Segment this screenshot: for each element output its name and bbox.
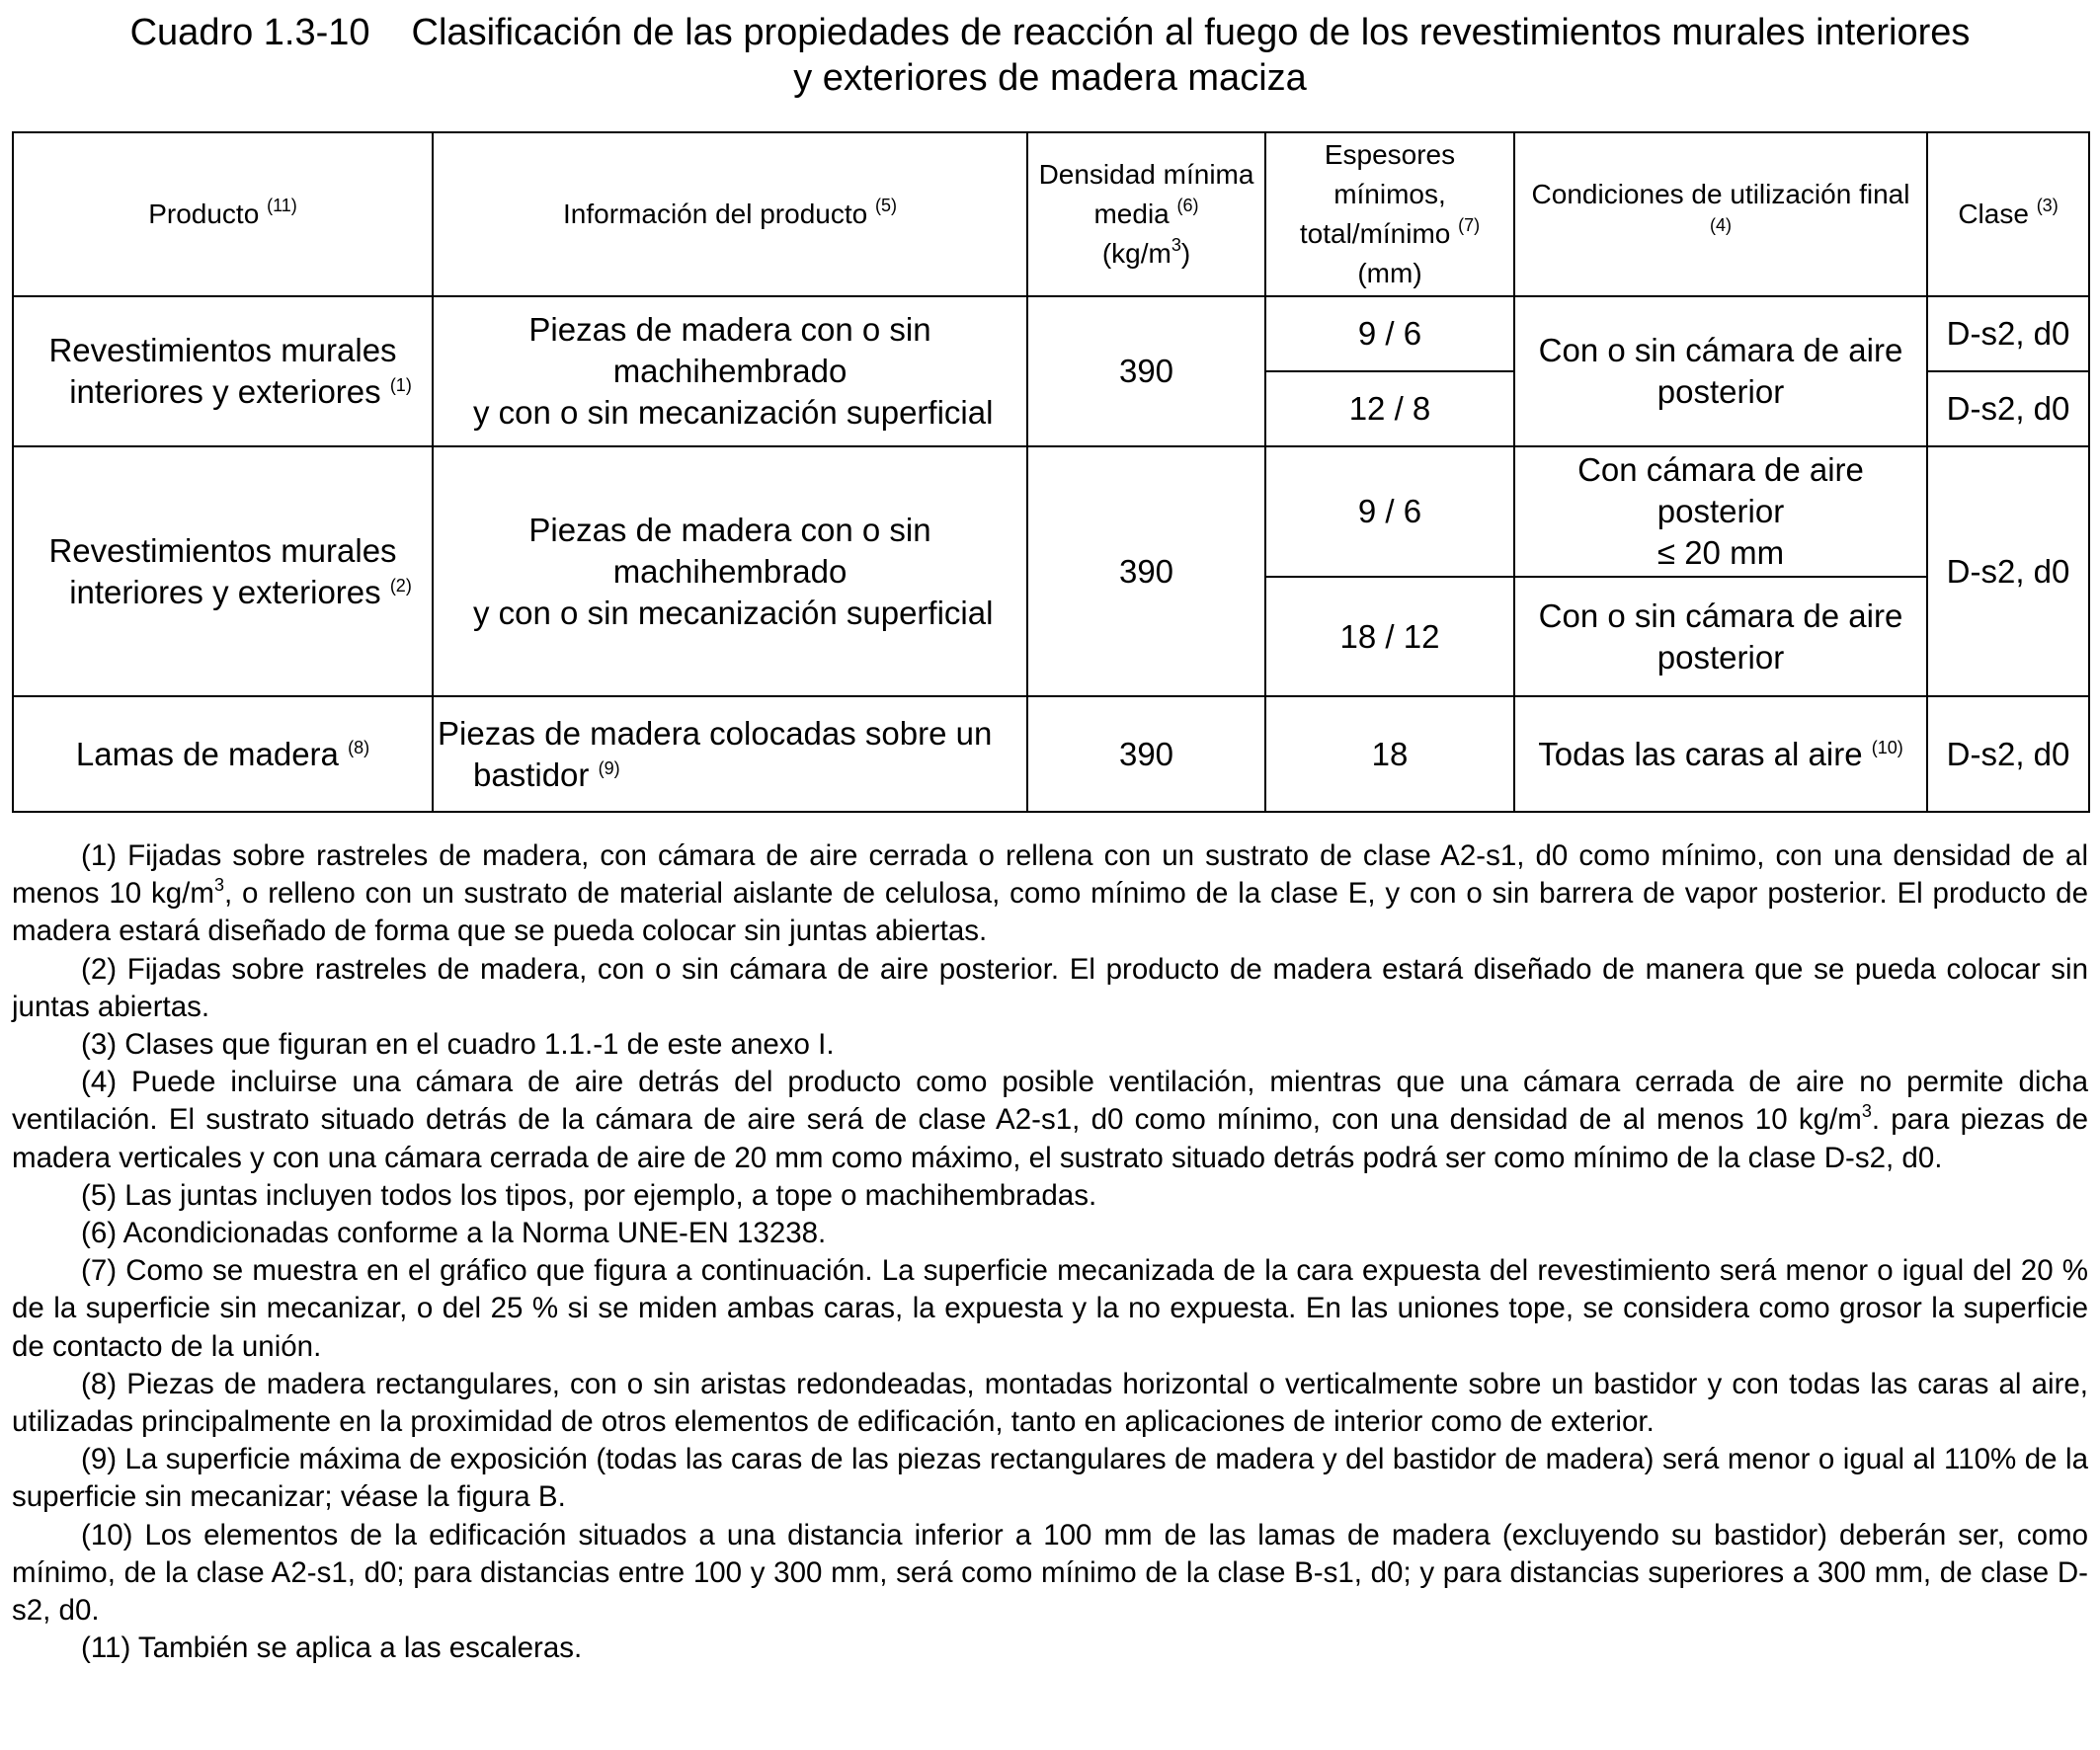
cell-condiciones-2a: Con cámara de aire posterior ≤ 20 mm	[1514, 446, 1927, 577]
footnote-8: (8) Piezas de madera rectangulares, con o sin aristas redondeadas, montadas horizontal o verticalmente sobre un bastidor y con todas las caras al aire, utilizadas principalmente en la proximidad de otros elementos de edificación, tanto en aplicaciones de interior como de exterior.	[12, 1367, 2088, 1439]
cell-densidad-2: 390	[1027, 446, 1265, 696]
cell-producto-2: Revestimientos murales interiores y exteriores $^{(2)}$	[13, 446, 433, 696]
classification-table	[12, 131, 2090, 813]
cell-espesor-2a: 9 / 6	[1265, 446, 1514, 577]
header-densidad: Densidad mínima media $^{(6)}$ $(kg/m^3)$	[1027, 132, 1265, 296]
table-row	[13, 296, 2089, 371]
footnote-4: (4) Puede incluirse una cámara de aire detrás del producto como posible ventilación, mientras que una cámara cerrada de aire no permite dicha ventilación. El sustrato situado detrás de la cámara de aire será de clase A2-s1, d0 como mínimo, con una densidad de al menos 10 $kg/m^3$. para piezas de madera verticales y con una cámara cerrada de aire de 20 mm como máximo, el sustrato situado detrás podrá ser como mínimo de la clase D-s2, d0.	[12, 1066, 2088, 1174]
table-header-row	[13, 132, 2089, 296]
cell-clase-1b: D-s2, d0	[1927, 371, 2089, 446]
cell-espesor-3: 18	[1265, 696, 1514, 812]
header-espesores: Espesores mínimos, total/mínimo $^{(7)}$ (mm)	[1265, 132, 1514, 296]
header-condiciones: Condiciones de utilización final $^{(4)}$	[1514, 132, 1927, 296]
cell-condiciones-2b: Con o sin cámara de aire posterior	[1514, 577, 1927, 696]
cell-clase-1a: D-s2, d0	[1927, 296, 2089, 371]
title-line-1	[0, 10, 2100, 55]
cell-espesor-2b: 18 / 12	[1265, 577, 1514, 696]
title-line-2: y exteriores de madera maciza	[793, 57, 1307, 99]
cell-informacion-1: Piezas de madera con o sin machihembrado y con o sin mecanización superficial	[433, 296, 1027, 446]
footnote-2: (2) Fijadas sobre rastreles de madera, con o sin cámara de aire posterior. El producto de madera estará diseñado de manera que se pueda colocar sin juntas abiertas.	[12, 952, 2088, 1023]
cell-espesor-1b: 12 / 8	[1265, 371, 1514, 446]
footnote-9: (9) La superficie máxima de exposición (todas las caras de las piezas rectangulares de madera y del bastidor de madera) será menor o igual al 110% de la superficie sin mecanizar; véase la figura B.	[12, 1443, 2088, 1514]
footnote-10: (10) Los elementos de la edificación situados a una distancia inferior a 100 mm de las lamas de madera (excluyendo su bastidor) deberán ser, como mínimo, de la clase A2-s1, d0; para distancias entre 100 y 300 mm, será como mínimo de la clase B-s1, d0; y para distancias superiores a 300 mm, de clase D-s2, d0.	[12, 1518, 2088, 1628]
table-row	[13, 696, 2089, 812]
table-number: Cuadro 1.3-10	[129, 12, 370, 53]
cell-densidad-3: 390	[1027, 696, 1265, 812]
cell-producto-1: Revestimientos murales interiores y exteriores $^{(1)}$	[13, 296, 433, 446]
cell-informacion-2: Piezas de madera con o sin machihembrado y con o sin mecanización superficial	[433, 446, 1027, 696]
cell-clase-2: D-s2, d0	[1927, 446, 2089, 696]
footnotes	[12, 837, 2088, 1667]
cell-espesor-1a: 9 / 6	[1265, 296, 1514, 371]
header-producto: Producto $^{(11)}$	[13, 132, 433, 296]
table-title	[0, 10, 2100, 101]
footnote-1: (1) Fijadas sobre rastreles de madera, con cámara de aire cerrada o rellena con un sustrato de clase A2-s1, d0 como mínimo, con una densidad de al menos 10 $kg/m^3$, o relleno con un sustrato de material aislante de celulosa, como mínimo de la clase E, y con o sin barrera de vapor posterior. El producto de madera estará diseñado de forma que se pueda colocar sin juntas abiertas.	[12, 839, 2088, 948]
footnote-6: (6) Acondicionadas conforme a la Norma UNE-EN 13238.	[81, 1217, 827, 1250]
cell-producto-3: Lamas de madera $^{(8)}$	[13, 696, 433, 812]
footnote-7: (7) Como se muestra en el gráfico que figura a continuación. La superficie mecanizada de la cara expuesta del revestimiento será menor o igual del 20 % de la superficie sin mecanizar, o del 25 % si se miden ambas caras, la expuesta y la no expuesta. En las uniones tope, se considera como grosor la superficie de contacto de la unión.	[12, 1254, 2088, 1363]
cell-condiciones-1: Con o sin cámara de aire posterior	[1514, 296, 1927, 446]
header-clase: Clase $^{(3)}$	[1927, 132, 2089, 296]
table-row	[13, 446, 2089, 577]
footnote-3: (3) Clases que figuran en el cuadro 1.1.-1 de este anexo I.	[81, 1028, 835, 1062]
header-informacion: Información del producto $^{(5)}$	[433, 132, 1027, 296]
cell-clase-3: D-s2, d0	[1927, 696, 2089, 812]
cell-densidad-1: 390	[1027, 296, 1265, 446]
cell-informacion-3: Piezas de madera colocadas sobre un bastidor $^{(9)}$	[433, 696, 1027, 812]
title-text-1: Clasificación de las propiedades de reacción al fuego de los revestimientos murales interiores	[411, 12, 1971, 53]
cell-condiciones-3: Todas las caras al aire $^{(10)}$	[1514, 696, 1927, 812]
footnote-11: (11) También se aplica a las escaleras.	[81, 1631, 583, 1665]
footnote-5: (5) Las juntas incluyen todos los tipos, por ejemplo, a tope o machihembradas.	[81, 1178, 1097, 1212]
